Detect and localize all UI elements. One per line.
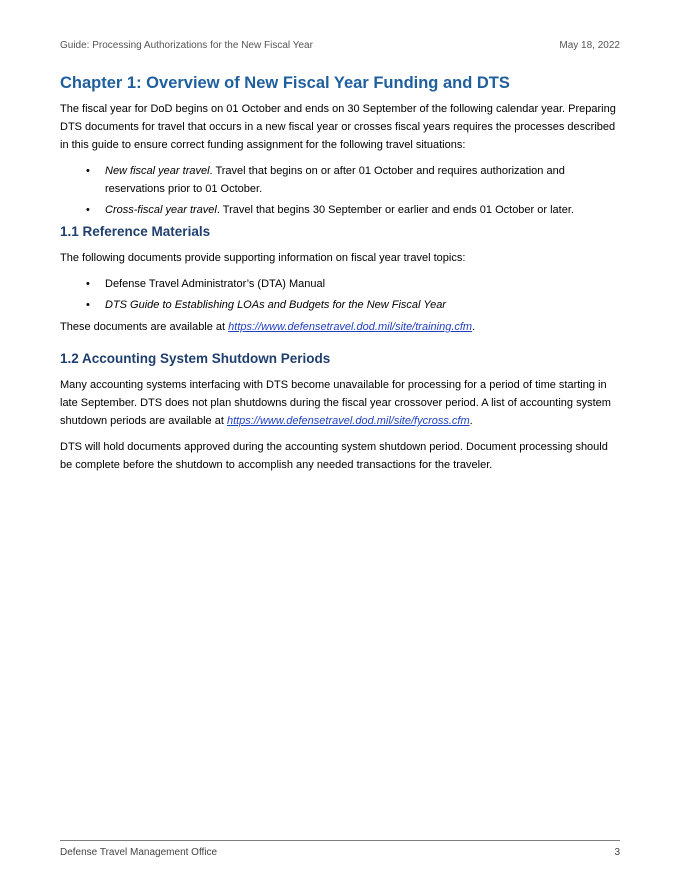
list-item bbox=[105, 275, 620, 293]
running-header bbox=[60, 40, 620, 51]
section-heading-reference: 1.1 Reference Materials bbox=[60, 224, 211, 239]
training-link[interactable]: https://www.defensetravel.dod.mil/site/training.cfm bbox=[228, 321, 473, 333]
travel-situations-list bbox=[60, 162, 620, 219]
list-item bbox=[105, 201, 620, 219]
reference-intro: The following documents provide supporting information on fiscal year travel topics: bbox=[60, 252, 466, 264]
list-item bbox=[105, 296, 620, 314]
header-date: May 18, 2022 bbox=[559, 40, 620, 51]
reference-docs-list bbox=[60, 275, 620, 314]
list-item-text: . Travel that begins on or after 01 October and requires authorization and reservations prior to 01 October. bbox=[105, 165, 565, 195]
list-item-term: New fiscal year travel bbox=[105, 165, 210, 177]
shutdown-text: Many accounting systems interfacing with DTS become unavailable for processing for a period of time starting in late September. DTS does not plan shutdowns during the fiscal year crossover period. A list of accounting system shutdown periods are available at bbox=[60, 379, 611, 427]
list-item-text: . Travel that begins 30 September or earlier and ends 01 October or later. bbox=[216, 204, 574, 216]
reference-doc: Defense Travel Administrator’s (DTA) Manual bbox=[105, 278, 326, 290]
availability-suffix: . bbox=[472, 321, 476, 333]
chapter-intro: The fiscal year for DoD begins on 01 October and ends on 30 September of the following calendar year. Preparing DTS documents for travel that occurs in a new fiscal year or crosses fiscal years requires the processes described in this guide to ensure correct funding assignment for the following travel situations: bbox=[60, 103, 616, 151]
page-content bbox=[60, 72, 620, 482]
footer-divider bbox=[60, 840, 620, 841]
shutdown-suffix: . bbox=[469, 415, 473, 427]
availability-text: These documents are available at bbox=[60, 321, 229, 333]
shutdown-paragraph-2: DTS will hold documents approved during the accounting system shutdown period. Document processing should be complete before the shutdown to accomplish any needed transactions for the traveler. bbox=[60, 441, 608, 471]
page-number: 3 bbox=[614, 847, 620, 858]
shutdown-paragraph-1 bbox=[60, 376, 620, 430]
footer-org: Defense Travel Management Office bbox=[60, 847, 218, 858]
list-item-term: Cross-fiscal year travel bbox=[105, 204, 217, 216]
section-heading-shutdown: 1.2 Accounting System Shutdown Periods bbox=[60, 351, 331, 366]
reference-availability bbox=[60, 318, 620, 336]
header-title: Guide: Processing Authorizations for the New Fiscal Year bbox=[60, 40, 313, 51]
list-item bbox=[105, 162, 620, 198]
chapter-title: Chapter 1: Overview of New Fiscal Year Funding and DTS bbox=[60, 74, 510, 92]
running-footer bbox=[60, 847, 620, 858]
fycross-link[interactable]: https://www.defensetravel.dod.mil/site/fycross.cfm bbox=[226, 415, 470, 427]
reference-doc: DTS Guide to Establishing LOAs and Budgets for the New Fiscal Year bbox=[105, 299, 446, 311]
